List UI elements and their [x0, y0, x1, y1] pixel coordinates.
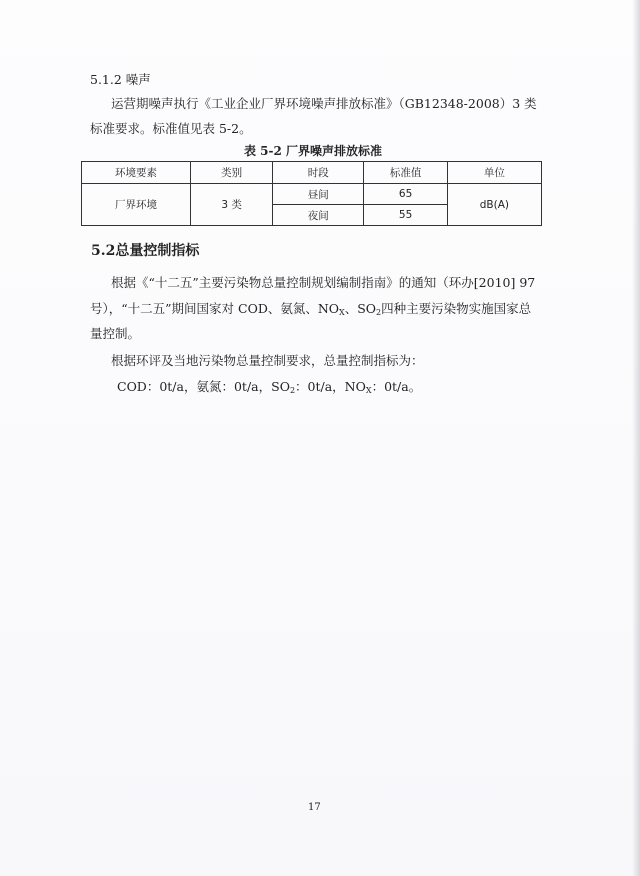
indicator-nox-label: NO — [344, 379, 366, 394]
table-caption: 表 5-2 厂界噪声排放标准 — [244, 144, 383, 158]
table-header-cell: 标准值 — [364, 162, 447, 184]
text-run: 四种主要污染物实施国家总 — [381, 301, 532, 316]
text-run: 号），“十二五”期间国家对 COD、氨氮、NO — [90, 301, 340, 316]
subscript: 2 — [289, 386, 296, 395]
table-header-cell: 时段 — [273, 162, 364, 184]
table-cell-period: 昼间 — [273, 184, 364, 205]
subscript: X — [365, 386, 372, 395]
subsection-title: 噪声 — [125, 72, 151, 87]
paragraph-total-line3: 量控制。 — [90, 326, 141, 341]
subsection-heading — [90, 72, 151, 88]
table-header-row — [82, 162, 542, 184]
table-cell-period: 夜间 — [273, 205, 364, 226]
section-heading — [91, 243, 199, 259]
table-cell-value: 65 — [364, 184, 447, 205]
section-number: 5.2 — [91, 243, 116, 259]
scan-edge-shadow — [632, 0, 640, 876]
indicator-ammonia: 氨氮：0t/a， — [196, 379, 272, 394]
paragraph-total-line2 — [90, 301, 531, 321]
paragraph-noise-line1: 运营期噪声执行《工业企业厂界环境噪声排放标准》（GB12348-2008）3 类 — [111, 96, 537, 111]
table-header-cell: 环境要素 — [82, 162, 191, 184]
table-cell-value: 55 — [364, 205, 447, 226]
paragraph-total-line1: 根据《“十二五”主要污染物总量控制规划编制指南》的通知（环办[2010] 97 — [111, 275, 536, 290]
page-number: 17 — [308, 802, 321, 813]
paragraph-noise-line2: 标准要求。标准值见表 5-2。 — [90, 121, 252, 136]
section-title: 总量控制指标 — [115, 243, 200, 259]
indicator-so2-label: SO — [271, 379, 290, 394]
indicator-cod: COD：0t/a， — [117, 379, 197, 394]
text-run: 、SO — [344, 301, 377, 316]
table-cell-category: 3 类 — [191, 184, 273, 226]
table-row — [82, 184, 542, 205]
subsection-number: 5.1.2 — [90, 72, 122, 87]
indicator-nox-value: ：0t/a。 — [371, 379, 422, 394]
table-cell-element: 厂界环境 — [82, 184, 191, 226]
paragraph-indicators — [117, 379, 421, 399]
paragraph-requirement: 根据环评及当地污染物总量控制要求，总量控制指标为： — [111, 353, 424, 368]
table-header-cell: 类别 — [191, 162, 273, 184]
indicator-so2-value: ：0t/a， — [295, 379, 345, 394]
table-cell-unit: dB(A) — [447, 184, 541, 226]
subscript: X — [339, 308, 345, 317]
table-header-cell: 单位 — [447, 162, 541, 184]
subscript: 2 — [376, 308, 382, 317]
noise-standard-table — [81, 161, 542, 226]
